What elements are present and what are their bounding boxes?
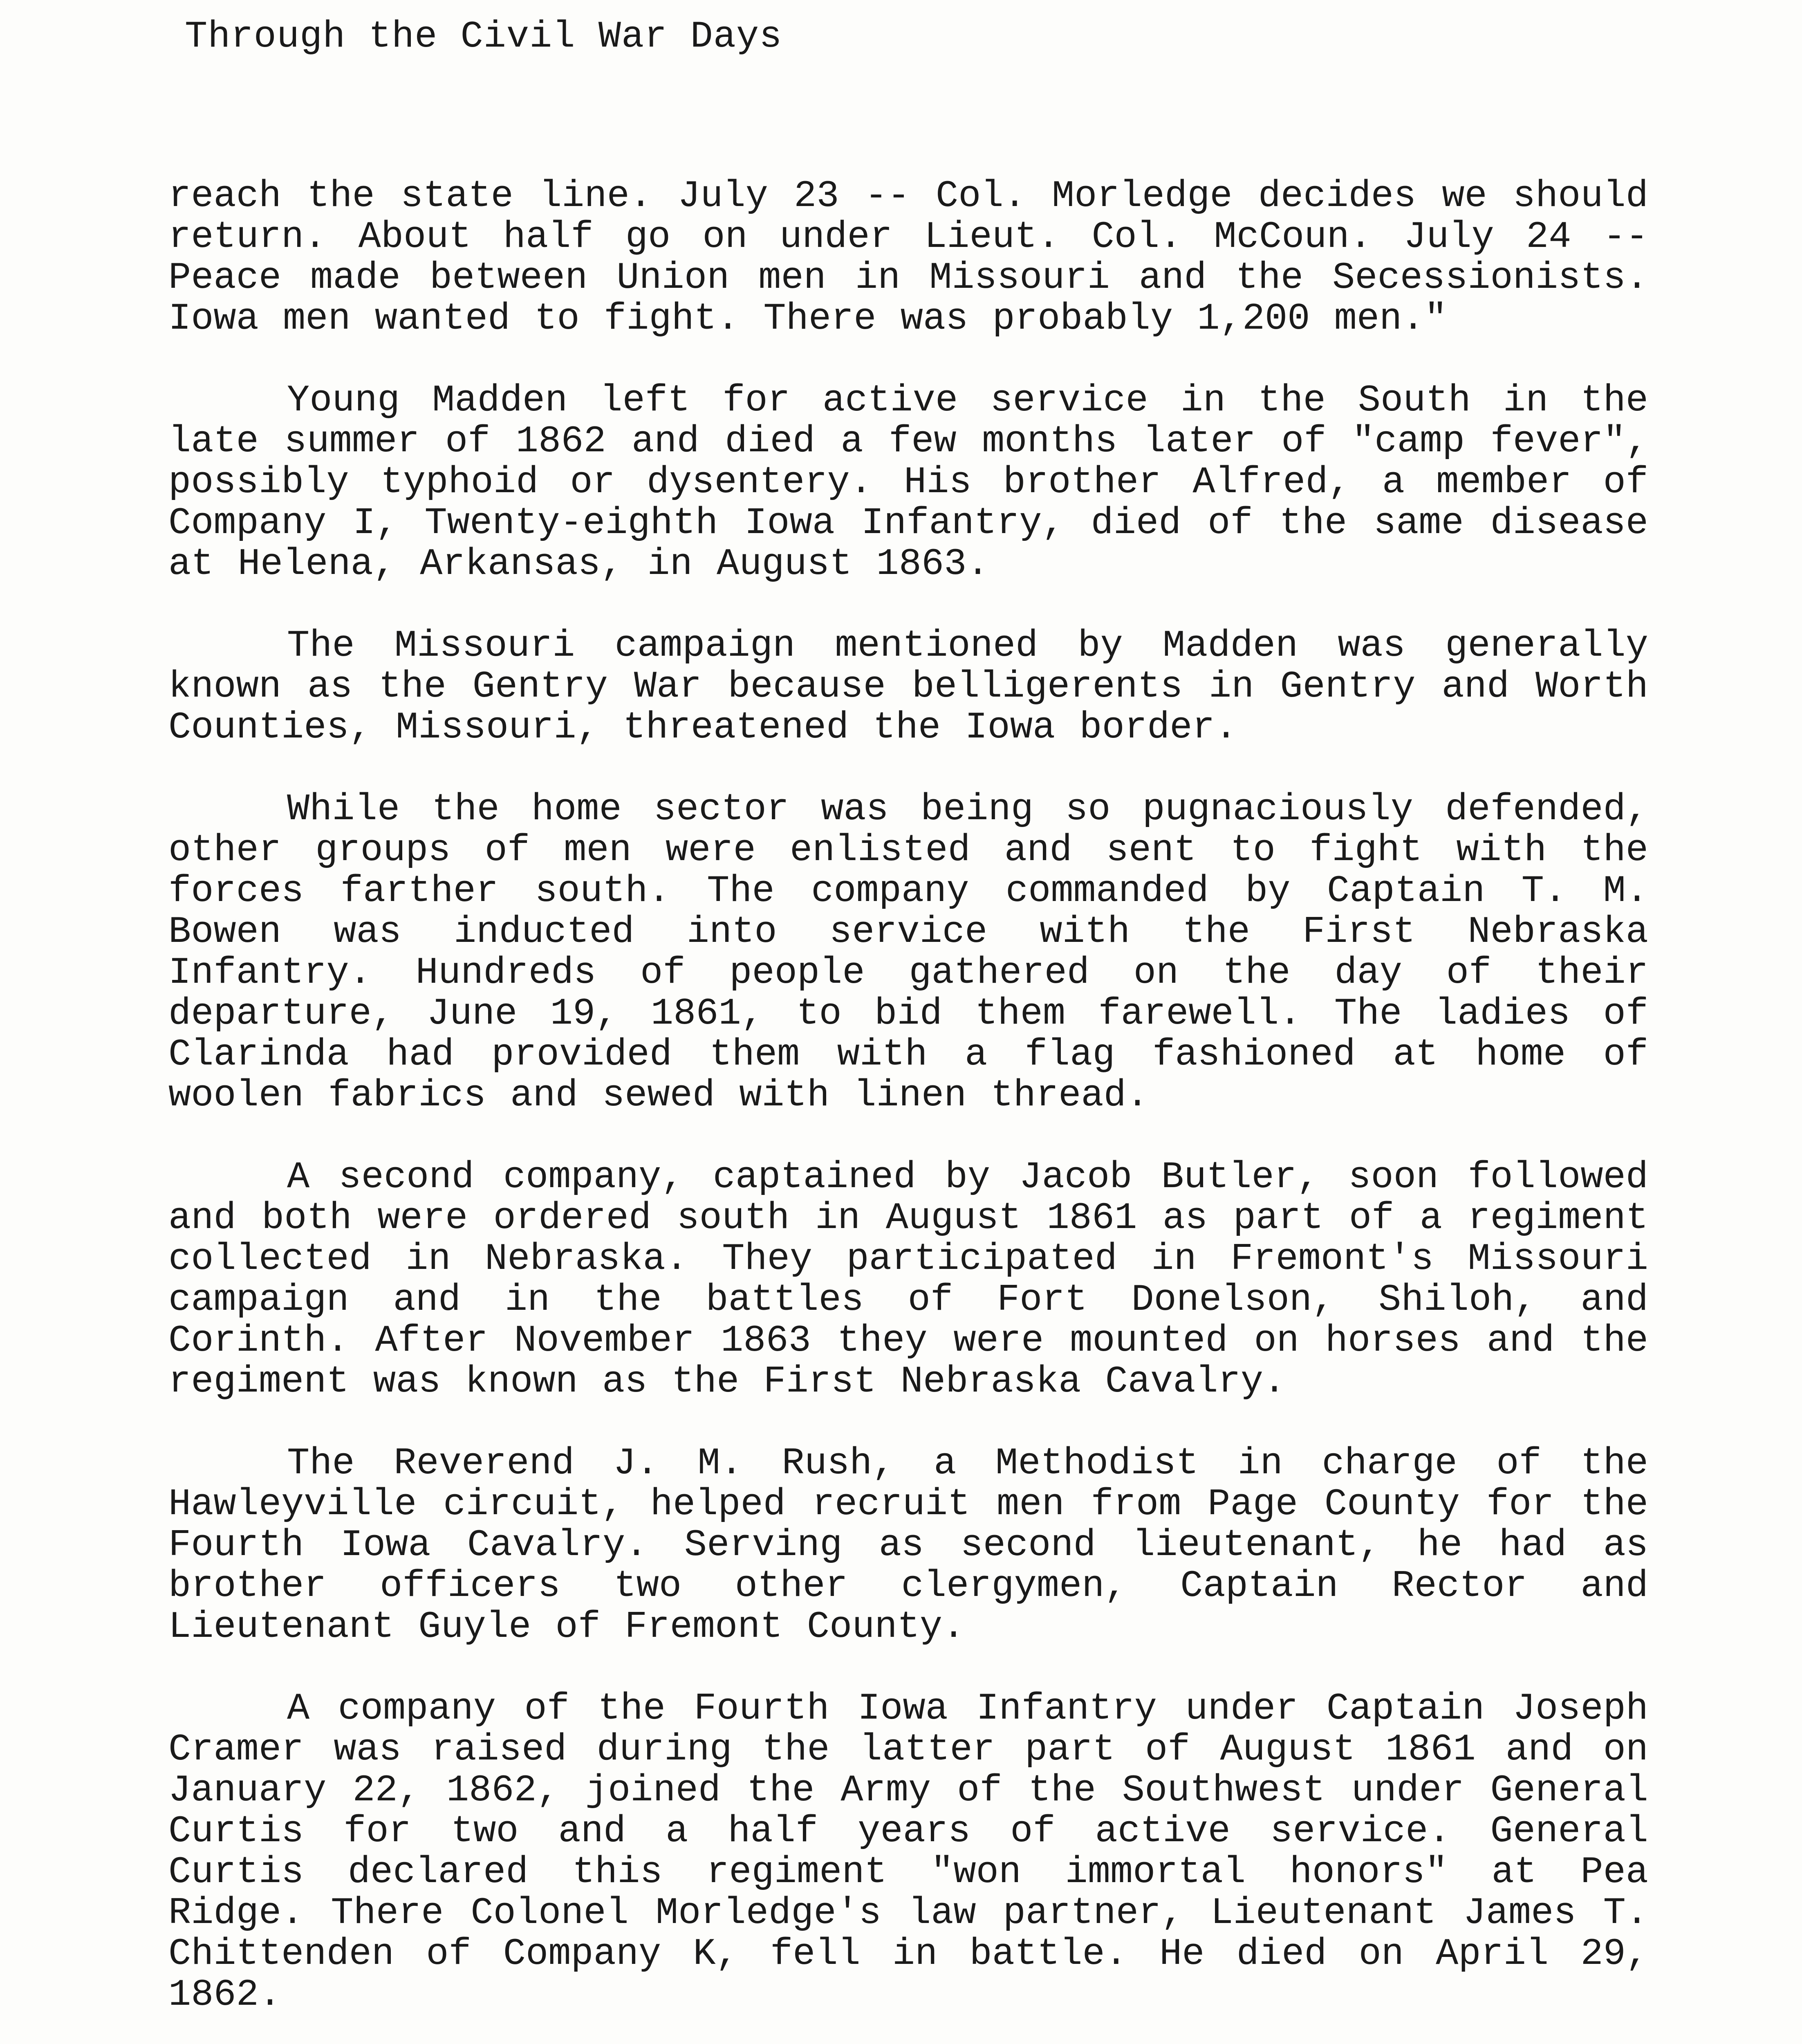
running-head: Through the Civil War Days [185, 15, 782, 58]
paragraph-fourth-iowa-infantry-company: A company of the Fourth Iowa Infantry under Captain Joseph Cramer was raised during the latter part of August 1861 and on January 22, 1862, joined the Army of the Southwest under General Curtis for two and a half years of active service. General Curtis declared this regiment "won immortal honors" at Pea Ridge. There Colonel Morledge's law partner, Lieutenant James T. Chittenden of Company K, fell in battle. He died on April 29, 1862. [168, 1687, 1648, 2016]
body-text [168, 176, 1648, 2044]
paragraph-continuation: reach the state line. July 23 -- Col. Morledge decides we should return. About half go on under Lieut. Col. McCoun. July 24 -- Peace made between Union men in Missouri and the Secessionists. Iowa men wanted to fight. There was probably 1,200 men." [168, 175, 1648, 340]
paragraph-reverend-rush: The Reverend J. M. Rush, a Methodist in charge of the Hawleyville circuit, helped recruit men from Page County for the Fourth Iowa Cavalry. Serving as second lieutenant, he had as brother officers two other clergymen, Captain Rector and Lieutenant Guyle of Fremont County. [168, 1442, 1648, 1648]
paragraph-gentry-war: The Missouri campaign mentioned by Madden was generally known as the Gentry War because belligerents in Gentry and Worth Counties, Missouri, threatened the Iowa border. [168, 624, 1648, 749]
paragraph-young-madden: Young Madden left for active service in the South in the late summer of 1862 and died a few months later of "camp fever", possibly typhoid or dysentery. His brother Alfred, a member of Company I, Twenty-eighth Iowa Infantry, died of the same disease at Helena, Arkansas, in August 1863. [168, 379, 1648, 585]
paragraph-second-company: A second company, captained by Jacob Butler, soon followed and both were ordered south in August 1861 as part of a regiment collected in Nebraska. They participated in Fremont's Missouri campaign and in the battles of Fort Donelson, Shiloh, and Corinth. After November 1863 they were mounted on horses and the regiment was known as the First Nebraska Cavalry. [168, 1156, 1648, 1403]
paragraph-first-nebraska-infantry: While the home sector was being so pugnaciously defended, other groups of men were enlisted and sent to fight with the forces farther south. The company commanded by Captain T. M. Bowen was inducted into service with the First Nebraska Infantry. Hundreds of people gathered on the day of their departure, June 19, 1861, to bid them farewell. The ladies of Clarinda had provided them with a flag fashioned at home of woolen fabrics and sewed with linen thread. [168, 788, 1648, 1117]
